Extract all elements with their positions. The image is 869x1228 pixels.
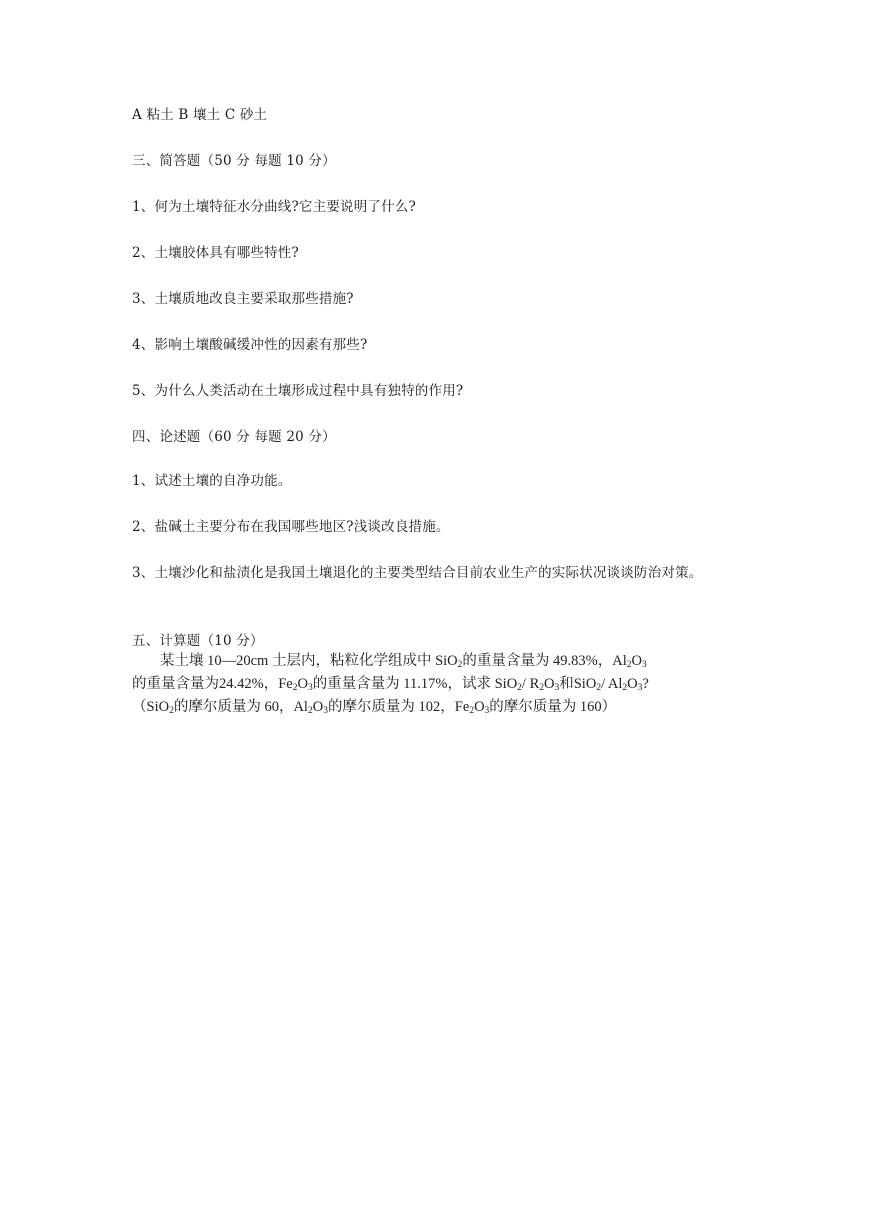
options-line: A 粘土 B 壤土 C 砂土	[132, 107, 268, 123]
section4-question-3: 3、土壤沙化和盐渍化是我国土壤退化的主要类型结合目前农业生产的实际状况谈谈防治对策。	[132, 565, 703, 581]
section4-heading: 四、论述题（60 分 每题 20 分）	[132, 429, 336, 445]
section3-question-3: 3、土壤质地改良主要采取那些措施?	[132, 291, 354, 307]
problem-line-2: 的重量含量为24.42%，$Fe_2O_3$的重量含量为 11.17%，试求 SiO$_2$/ $R_2O_3$和SiO$_2$/ $Al_2O_3$?	[132, 676, 649, 693]
calculation-problem	[132, 650, 692, 719]
problem-line-1: 某土壤 10—20cm 土层内，粘粒化学组成中 SiO$_2$的重量含量为 49.83%，$Al_2O_3$	[160, 653, 647, 670]
section3-heading: 三、简答题（50 分 每题 10 分）	[132, 153, 336, 169]
section3-question-5: 5、为什么人类活动在土壤形成过程中具有独特的作用?	[132, 383, 464, 399]
section3-question-2: 2、土壤胶体具有哪些特性?	[132, 245, 299, 261]
section5-heading: 五、计算题（10 分）	[132, 633, 264, 649]
section4-question-1: 1、试述土壤的自净功能。	[132, 473, 292, 489]
problem-line-3: （SiO$_2$的摩尔质量为 60，$Al_2O_3$的摩尔质量为 102，$Fe_2O_3$的摩尔质量为 160）	[132, 699, 617, 716]
section3-question-1: 1、何为土壤特征水分曲线?它主要说明了什么?	[132, 199, 416, 215]
section3-question-4: 4、影响土壤酸碱缓冲性的因素有那些?	[132, 337, 368, 353]
section4-question-2: 2、盐碱土主要分布在我国哪些地区?浅谈改良措施。	[132, 519, 450, 535]
